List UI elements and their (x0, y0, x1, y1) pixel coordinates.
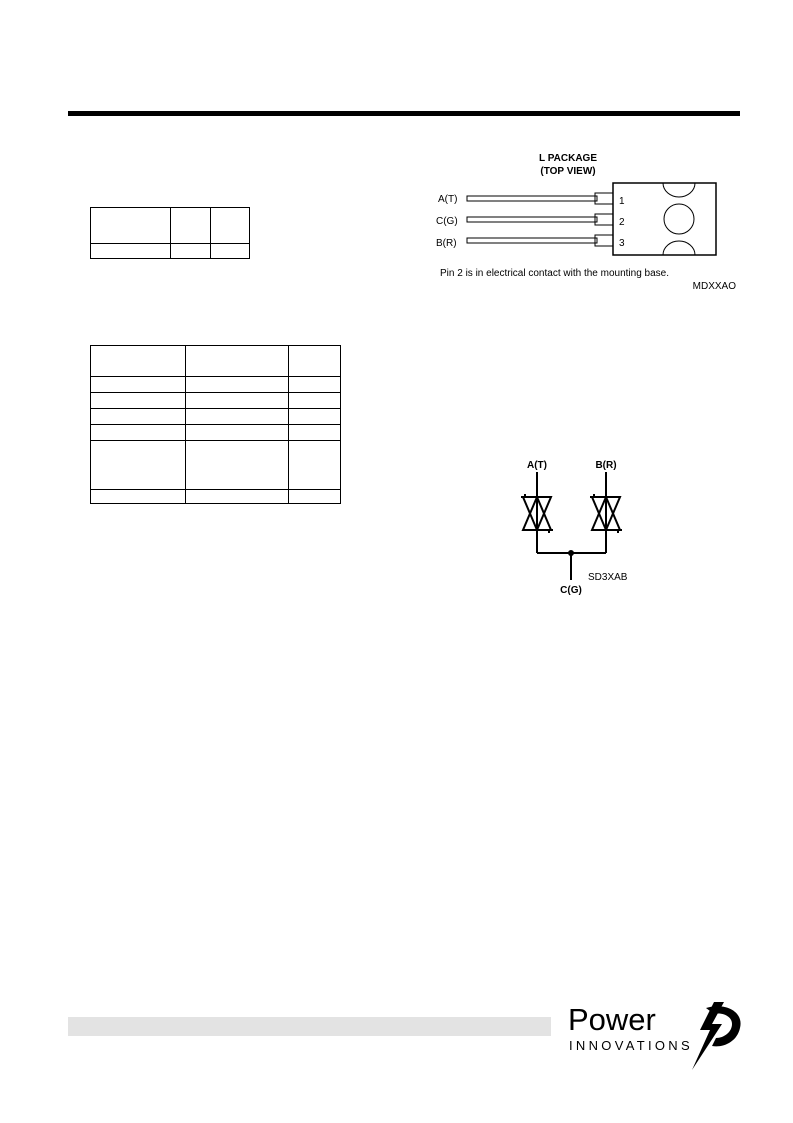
table-cell (289, 393, 341, 409)
table-row (91, 409, 341, 425)
table-cell (171, 208, 211, 244)
table-cell (211, 244, 250, 259)
pin-lead-2 (467, 217, 597, 222)
table-cell (186, 441, 289, 490)
logo-word-power: Power (568, 1002, 656, 1037)
table-cell (289, 441, 341, 490)
pin-number-1: 1 (619, 196, 625, 207)
pin-lead-1 (467, 196, 597, 201)
lightning-bolt-icon (692, 1002, 741, 1070)
table-row (91, 490, 341, 504)
table-cell (91, 393, 186, 409)
table-cell (211, 208, 250, 244)
table-cell (186, 425, 289, 441)
table-cell (91, 490, 186, 504)
table-cell (91, 208, 171, 244)
table-cell (289, 346, 341, 377)
table-row (91, 244, 250, 259)
table-row (91, 393, 341, 409)
symbol-lines (521, 472, 622, 580)
logo-word-innovations: INNOVATIONS (569, 1038, 693, 1053)
table-cell (289, 490, 341, 504)
table-row (91, 346, 341, 377)
table-cell (289, 425, 341, 441)
package-figure-code: MDXXAO (692, 281, 736, 292)
table-row (91, 208, 250, 244)
pin-number-2: 2 (619, 217, 625, 228)
table-cell (91, 409, 186, 425)
package-title: L PACKAGE (539, 153, 597, 164)
table-cell (171, 244, 211, 259)
terminal-label-b: B(R) (595, 460, 617, 471)
ratings-table (90, 345, 341, 504)
pin-shoulder-2 (595, 214, 613, 225)
table-row (91, 425, 341, 441)
pin-lead-3 (467, 238, 597, 243)
pin-label-1: A(T) (438, 194, 458, 205)
table-cell (91, 377, 186, 393)
device-symbol-diagram (500, 450, 640, 600)
table-cell (186, 346, 289, 377)
pin-shoulder-1 (595, 193, 613, 204)
table-cell (91, 346, 186, 377)
ordering-table (90, 207, 250, 259)
symbol-figure-code: SD3XAB (588, 572, 628, 583)
table-cell (289, 409, 341, 425)
terminal-label-c: C(G) (560, 585, 582, 596)
pin-shoulder-3 (595, 235, 613, 246)
terminal-label-a: A(T) (527, 460, 547, 471)
table-row (91, 441, 341, 490)
pin-label-2: C(G) (436, 216, 458, 227)
package-view-label: (TOP VIEW) (540, 166, 596, 177)
header-rule (68, 111, 740, 116)
table-cell (91, 425, 186, 441)
junction-dot (568, 550, 574, 556)
table-cell (91, 244, 171, 259)
pin-number-3: 3 (619, 238, 625, 249)
package-pinout-diagram (425, 145, 755, 295)
footer-bar (68, 1017, 551, 1036)
table-cell (91, 441, 186, 490)
table-cell (186, 393, 289, 409)
table-cell (289, 377, 341, 393)
table-cell (186, 409, 289, 425)
pin-label-3: B(R) (436, 238, 457, 249)
table-row (91, 377, 341, 393)
table-cell (186, 490, 289, 504)
pin-leads (467, 193, 613, 246)
package-note: Pin 2 is in electrical contact with the mounting base. (440, 268, 670, 279)
table-cell (186, 377, 289, 393)
power-innovations-logo (566, 1000, 744, 1072)
